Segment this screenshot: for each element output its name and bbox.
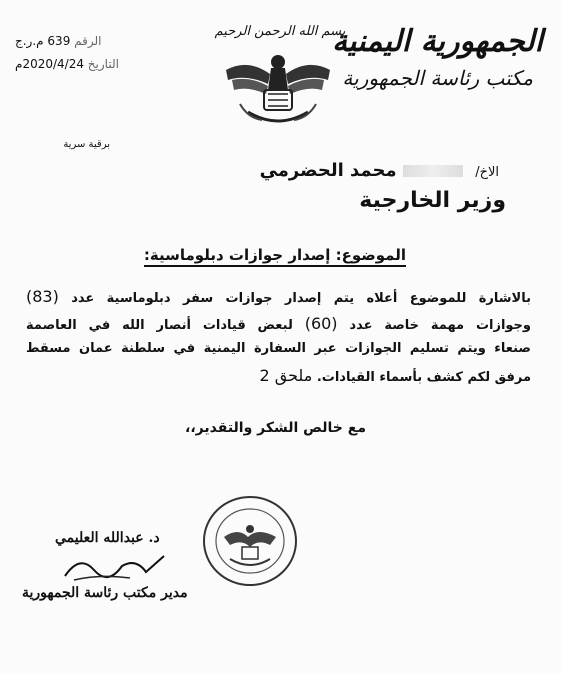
- reference-label: الرقم: [74, 34, 102, 48]
- body-text: وجوازات مهمة خاصة عدد: [349, 318, 532, 333]
- subject-line: الموضوع: إصدار جوازات دبلوماسية:: [144, 246, 406, 267]
- annex-label: ملحق 2: [259, 366, 313, 385]
- date-value: 2020/4/24م: [15, 57, 84, 71]
- recipient-title: وزير الخارجية: [359, 188, 506, 213]
- document-date: [15, 57, 119, 71]
- redaction-mark: [403, 165, 463, 177]
- passport-count-special: (60): [304, 314, 338, 333]
- official-stamp-icon: [200, 493, 300, 589]
- date-label: التاريخ: [87, 57, 119, 71]
- passport-count-diplomatic: (83): [26, 287, 59, 306]
- body-text: بالاشارة للموضوع أعلاه يتم إصدار جوازات سفر دبلوماسية عدد: [71, 291, 531, 306]
- body-line-1: [26, 287, 531, 306]
- body-line-2: [26, 314, 531, 333]
- org-office: مكتب رئاسة الجمهورية: [342, 66, 533, 90]
- signatory-title: مدير مكتب رئاسة الجمهورية: [22, 585, 188, 601]
- classification-label: برقية سرية: [63, 139, 110, 150]
- recipient-line: [260, 160, 499, 181]
- eagle-emblem-icon: [218, 40, 338, 132]
- recipient-prefix: الاخ/: [475, 165, 499, 180]
- closing-line: مع خالص الشكر والتقدير،،: [185, 420, 366, 436]
- handwritten-signature-icon: [60, 548, 170, 584]
- reference-value: 639 م.ر.ج: [15, 34, 71, 48]
- basmala: بسم الله الرحمن الرحيم: [214, 24, 346, 39]
- org-name: الجمهورية اليمنية: [332, 24, 543, 59]
- body-line-4: [259, 366, 531, 385]
- recipient-name: محمد الحضرمي: [259, 160, 397, 181]
- body-text: لبعض قيادات أنصار الله في العاصمة: [26, 318, 293, 333]
- body-line-3: صنعاء ويتم تسليم الجوازات عبر السفارة اليمنية في سلطنة عمان مسقط: [26, 341, 531, 356]
- reference-number: [15, 34, 102, 48]
- signatory-name: د. عبدالله العليمي: [55, 530, 160, 546]
- body-text: مرفق لكم كشف بأسماء القيادات.: [316, 370, 531, 385]
